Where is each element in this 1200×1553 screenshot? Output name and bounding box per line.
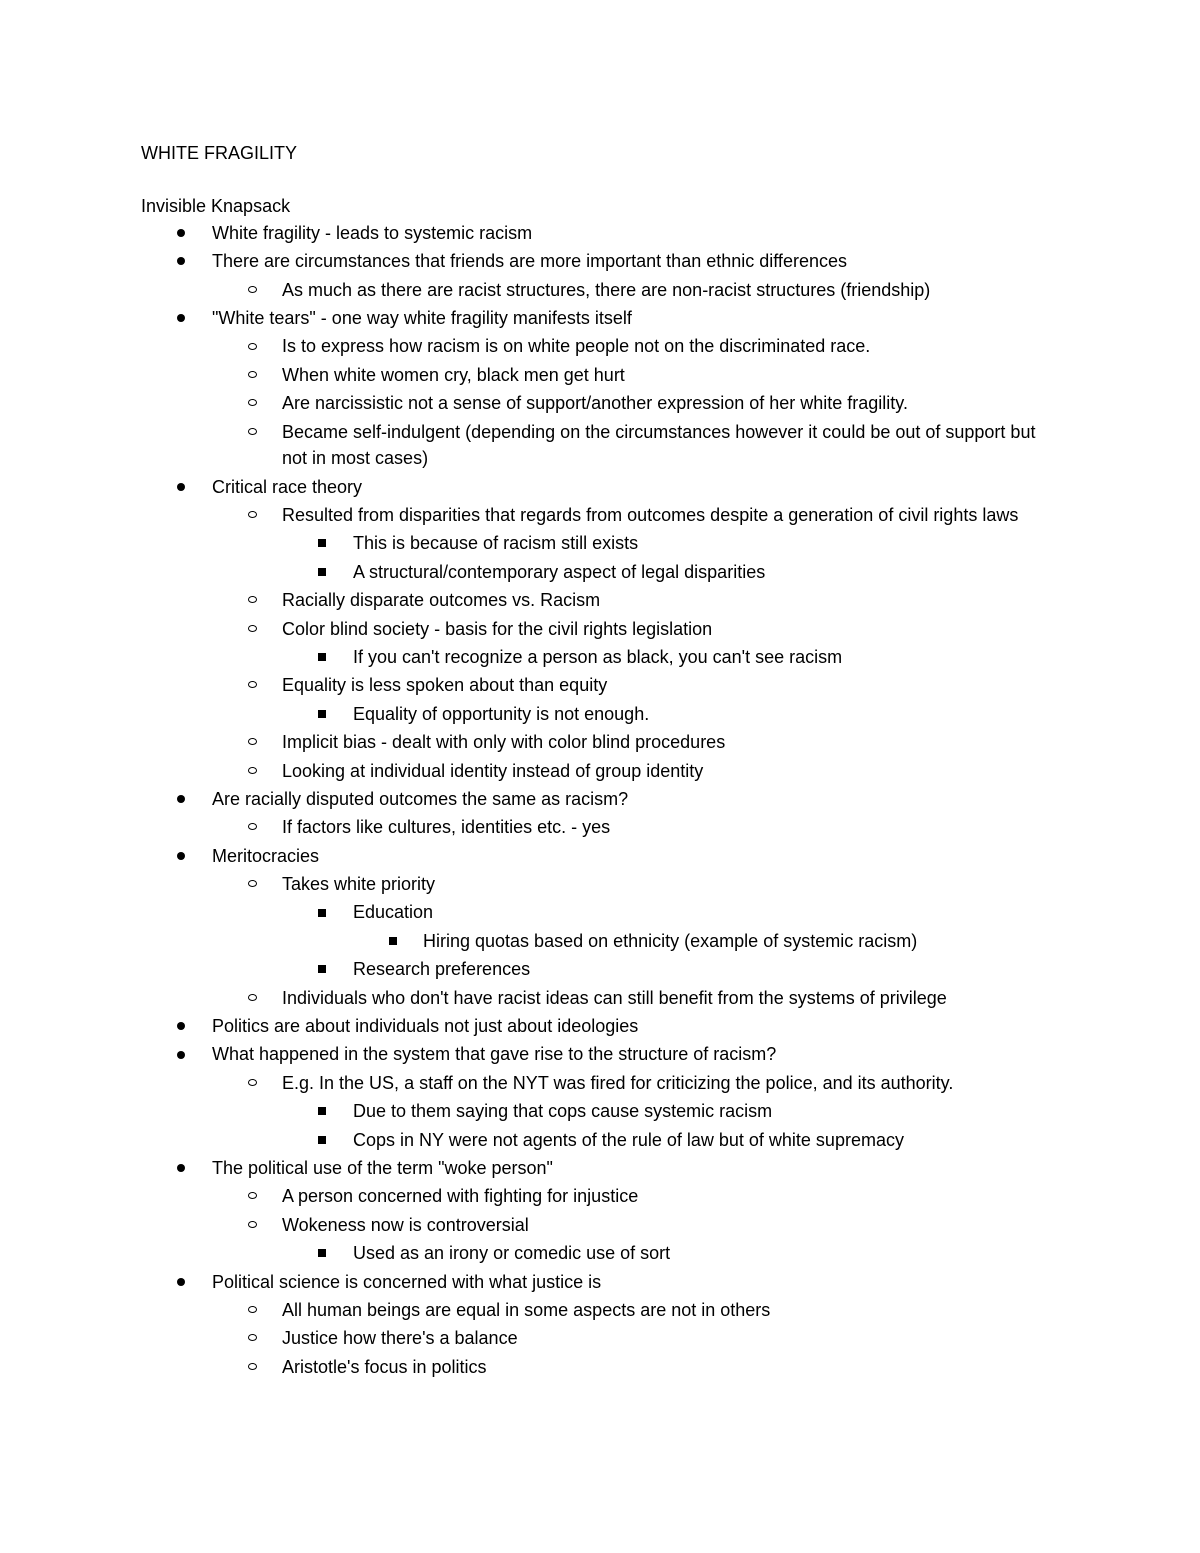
list-item-level-2 xyxy=(0,529,1200,557)
list-item-text: Political science is concerned with what justice is xyxy=(212,1271,602,1292)
list-item-level-1 xyxy=(0,361,1200,389)
list-item-text: Politics are about individuals not just about ideologies xyxy=(212,1016,639,1037)
list-item-text: E.g. In the US, a staff on the NYT was fired for criticizing the police, and its authority. xyxy=(282,1072,954,1093)
list-item-level-0 xyxy=(0,1268,1200,1296)
list-item-level-1 xyxy=(0,1211,1200,1239)
list-item-text: White fragility - leads to systemic racism xyxy=(212,222,533,243)
list-item-text: The political use of the term "woke person" xyxy=(212,1157,553,1178)
list-item-text: Research preferences xyxy=(353,959,531,980)
hollow-circle-bullet-icon xyxy=(248,1079,257,1086)
list-item-level-0 xyxy=(0,473,1200,501)
list-item-text: This is because of racism still exists xyxy=(353,533,639,554)
document-title: WHITE FRAGILITY xyxy=(141,143,298,163)
square-bullet-icon xyxy=(318,1107,326,1115)
list-item-text: Meritocracies xyxy=(212,845,320,866)
hollow-circle-bullet-icon xyxy=(248,1221,257,1228)
list-item-level-3 xyxy=(0,927,1200,955)
list-item-level-0 xyxy=(0,1041,1200,1069)
list-item-text: Aristotle's focus in politics xyxy=(282,1356,487,1377)
filled-circle-bullet-icon xyxy=(177,1022,185,1030)
square-bullet-icon xyxy=(318,965,326,973)
hollow-circle-bullet-icon xyxy=(248,823,257,830)
list-item-text: If you can't recognize a person as black, you can't see racism xyxy=(353,646,843,667)
list-item-level-0 xyxy=(0,219,1200,247)
list-item-level-1 xyxy=(0,276,1200,304)
filled-circle-bullet-icon xyxy=(177,257,185,265)
list-item-text: A person concerned with fighting for injustice xyxy=(282,1186,639,1207)
list-item-text: Takes white priority xyxy=(282,874,436,895)
list-item-text: Equality is less spoken about than equity xyxy=(282,675,608,696)
filled-circle-bullet-icon xyxy=(177,229,185,237)
square-bullet-icon xyxy=(318,1249,326,1257)
list-item-level-2 xyxy=(0,700,1200,728)
list-item-level-1 xyxy=(0,501,1200,529)
hollow-circle-bullet-icon xyxy=(248,1192,257,1199)
list-item-text: Wokeness now is controversial xyxy=(282,1214,529,1235)
list-item-text: Racially disparate outcomes vs. Racism xyxy=(282,590,601,611)
list-item-level-1 xyxy=(0,728,1200,756)
list-item-level-1 xyxy=(0,333,1200,361)
bullet-outline xyxy=(0,219,1200,1381)
list-item-text: Implicit bias - dealt with only with color blind procedures xyxy=(282,732,726,753)
list-item-level-2 xyxy=(0,899,1200,927)
square-bullet-icon xyxy=(318,1136,326,1144)
list-item-level-1 xyxy=(0,1353,1200,1381)
square-bullet-icon xyxy=(318,710,326,718)
list-item-level-1 xyxy=(0,813,1200,841)
list-item-level-0 xyxy=(0,1154,1200,1182)
hollow-circle-bullet-icon xyxy=(248,738,257,745)
list-item-level-0 xyxy=(0,785,1200,813)
hollow-circle-bullet-icon xyxy=(248,1363,257,1370)
square-bullet-icon xyxy=(389,937,397,945)
list-item-text: A structural/contemporary aspect of legal disparities xyxy=(353,561,766,582)
list-item-level-2 xyxy=(0,643,1200,671)
list-item-level-1 xyxy=(0,586,1200,614)
list-item-text: What happened in the system that gave rise to the structure of racism? xyxy=(212,1044,777,1065)
list-item-text: Used as an irony or comedic use of sort xyxy=(353,1243,671,1264)
list-item-level-1 xyxy=(0,1069,1200,1097)
list-item-level-2 xyxy=(0,558,1200,586)
list-item-text: All human beings are equal in some aspects are not in others xyxy=(282,1299,771,1320)
filled-circle-bullet-icon xyxy=(177,852,185,860)
filled-circle-bullet-icon xyxy=(177,314,185,322)
hollow-circle-bullet-icon xyxy=(248,1334,257,1341)
list-item-level-0 xyxy=(0,1012,1200,1040)
list-item-level-1 xyxy=(0,389,1200,417)
list-item-level-1 xyxy=(0,1296,1200,1324)
list-item-text: Hiring quotas based on ethnicity (example of systemic racism) xyxy=(423,930,918,951)
list-item-text: If factors like cultures, identities etc. - yes xyxy=(282,817,611,838)
list-item-text: Due to them saying that cops cause systemic racism xyxy=(353,1101,773,1122)
list-item-text: Equality of opportunity is not enough. xyxy=(353,703,650,724)
list-item-text: Resulted from disparities that regards from outcomes despite a generation of civil rights laws xyxy=(282,504,1019,525)
list-item-level-1 xyxy=(0,870,1200,898)
filled-circle-bullet-icon xyxy=(177,1051,185,1059)
list-item-level-2 xyxy=(0,1097,1200,1125)
list-item-level-1 xyxy=(0,418,1200,473)
list-item-text: "White tears" - one way white fragility manifests itself xyxy=(212,308,632,329)
list-item-level-1 xyxy=(0,757,1200,785)
list-item-text: Is to express how racism is on white people not on the discriminated race. xyxy=(282,336,871,357)
filled-circle-bullet-icon xyxy=(177,483,185,491)
list-item-level-2 xyxy=(0,955,1200,983)
list-item-level-1 xyxy=(0,1324,1200,1352)
hollow-circle-bullet-icon xyxy=(248,596,257,603)
section-heading: Invisible Knapsack xyxy=(141,196,291,216)
square-bullet-icon xyxy=(318,909,326,917)
square-bullet-icon xyxy=(318,568,326,576)
list-item-level-0 xyxy=(0,842,1200,870)
list-item-text: Critical race theory xyxy=(212,476,363,497)
hollow-circle-bullet-icon xyxy=(248,767,257,774)
hollow-circle-bullet-icon xyxy=(248,286,257,293)
list-item-level-1 xyxy=(0,671,1200,699)
filled-circle-bullet-icon xyxy=(177,795,185,803)
hollow-circle-bullet-icon xyxy=(248,880,257,887)
hollow-circle-bullet-icon xyxy=(248,625,257,632)
list-item-text: Education xyxy=(353,902,434,923)
hollow-circle-bullet-icon xyxy=(248,1306,257,1313)
list-item-text: Became self-indulgent (depending on the circumstances however it could be out of support but not in most cases) xyxy=(282,421,1036,469)
list-item-level-0 xyxy=(0,304,1200,332)
list-item-level-1 xyxy=(0,615,1200,643)
square-bullet-icon xyxy=(318,653,326,661)
hollow-circle-bullet-icon xyxy=(248,681,257,688)
list-item-text: Justice how there's a balance xyxy=(282,1328,518,1349)
list-item-level-2 xyxy=(0,1239,1200,1267)
filled-circle-bullet-icon xyxy=(177,1278,185,1286)
list-item-text: Color blind society - basis for the civil rights legislation xyxy=(282,618,713,639)
list-item-text: Are racially disputed outcomes the same as racism? xyxy=(212,788,629,809)
list-item-level-1 xyxy=(0,1182,1200,1210)
list-item-text: Individuals who don't have racist ideas can still benefit from the systems of privilege xyxy=(282,987,947,1008)
hollow-circle-bullet-icon xyxy=(248,511,257,518)
filled-circle-bullet-icon xyxy=(177,1164,185,1172)
square-bullet-icon xyxy=(318,539,326,547)
list-item-text: Looking at individual identity instead of group identity xyxy=(282,760,704,781)
list-item-level-0 xyxy=(0,247,1200,275)
hollow-circle-bullet-icon xyxy=(248,428,257,435)
list-item-text: There are circumstances that friends are more important than ethnic differences xyxy=(212,251,847,272)
hollow-circle-bullet-icon xyxy=(248,399,257,406)
list-item-text: As much as there are racist structures, there are non-racist structures (friendship) xyxy=(282,279,931,300)
hollow-circle-bullet-icon xyxy=(248,371,257,378)
hollow-circle-bullet-icon xyxy=(248,343,257,350)
list-item-level-1 xyxy=(0,984,1200,1012)
hollow-circle-bullet-icon xyxy=(248,994,257,1001)
list-item-text: Cops in NY were not agents of the rule of law but of white supremacy xyxy=(353,1129,904,1150)
list-item-text: Are narcissistic not a sense of support/another expression of her white fragility. xyxy=(282,393,908,414)
list-item-text: When white women cry, black men get hurt xyxy=(282,364,625,385)
list-item-level-2 xyxy=(0,1126,1200,1154)
